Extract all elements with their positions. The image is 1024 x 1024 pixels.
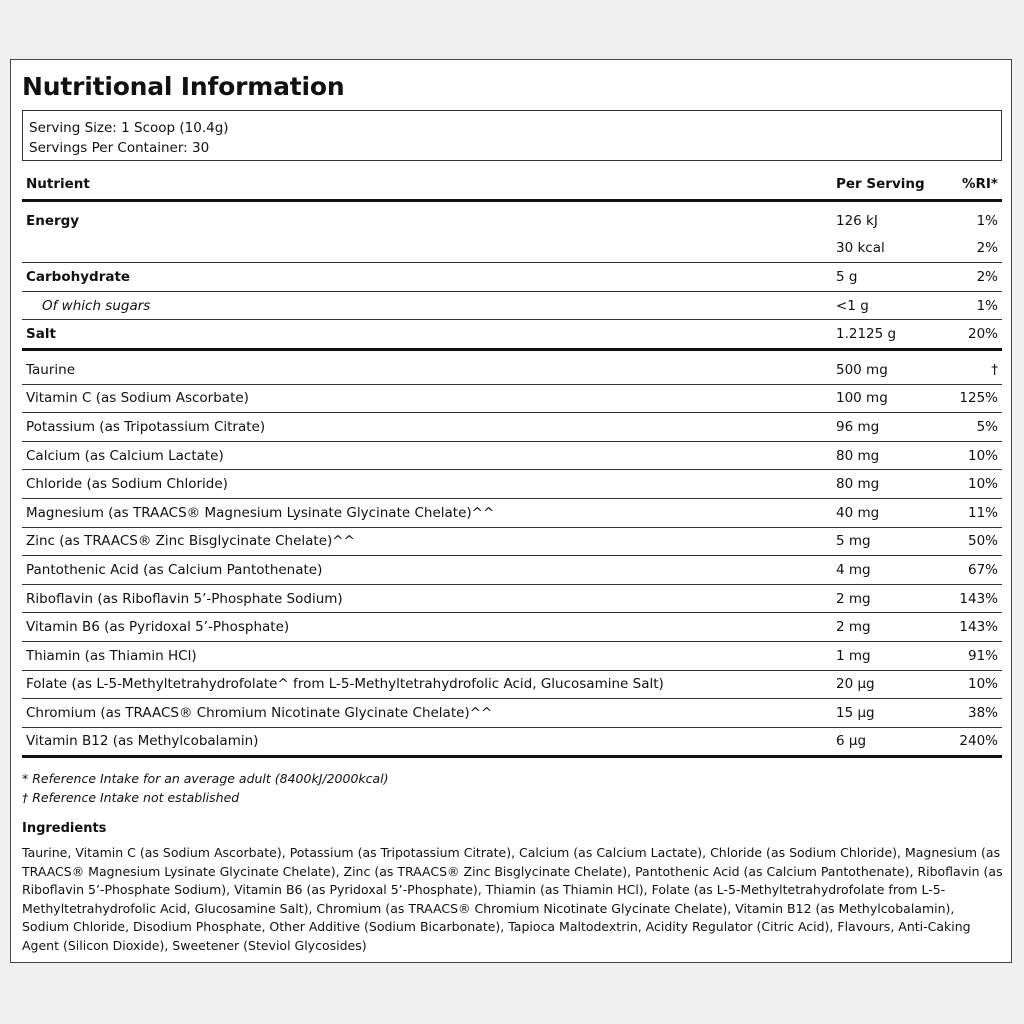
dagger-footnote: † Reference Intake not established [22,790,240,805]
nutrient-value: 1 mg [832,641,932,670]
table-row [22,201,1002,235]
table-row [22,670,1002,699]
table-row [22,699,1002,728]
nutrient-value: 2 mg [832,613,932,642]
nutrition-panel [10,59,1012,963]
table-body [22,201,1002,757]
header-nutrient: Nutrient [22,169,832,201]
nutrient-ri: 91% [932,641,1002,670]
nutrient-name: Riboflavin (as Riboflavin 5’-Phosphate Sodium) [22,584,832,613]
nutrient-name: Folate (as L-5-Methyltetrahydrofolate^ from L-5-Methyltetrahydrofolic Acid, Glucosamine Salt) [22,670,832,699]
table-row [22,349,1002,384]
nutrient-name: Carbohydrate [22,263,832,292]
nutrient-name [22,235,832,263]
nutrient-ri: 143% [932,613,1002,642]
nutrient-ri: 240% [932,727,1002,757]
table-row [22,235,1002,263]
nutrient-name: Vitamin C (as Sodium Ascorbate) [22,384,832,413]
nutrient-ri: 38% [932,699,1002,728]
table-row [22,556,1002,585]
nutrient-value: 2 mg [832,584,932,613]
nutrient-value: 40 mg [832,498,932,527]
nutrient-ri: 20% [932,320,1002,350]
nutrient-value: 80 mg [832,441,932,470]
nutrient-name: Vitamin B12 (as Methylcobalamin) [22,727,832,757]
nutrient-value: 100 mg [832,384,932,413]
nutrient-ri: 11% [932,498,1002,527]
table-row [22,613,1002,642]
nutrient-name: Magnesium (as TRAACS® Magnesium Lysinate Glycinate Chelate)^^ [22,498,832,527]
nutrient-value: 30 kcal [832,235,932,263]
nutrient-value: 500 mg [832,349,932,384]
table-row [22,727,1002,757]
nutrient-ri: 10% [932,470,1002,499]
servings-per-container: Servings Per Container: 30 [29,140,210,156]
footnotes [22,769,389,807]
nutrient-name: Vitamin B6 (as Pyridoxal 5’-Phosphate) [22,613,832,642]
nutrition-table [22,169,1002,758]
nutrient-value: 96 mg [832,413,932,442]
table-row [22,527,1002,556]
table-row [22,498,1002,527]
serving-size: Serving Size: 1 Scoop (10.4g) [29,120,229,136]
nutrient-name: Potassium (as Tripotassium Citrate) [22,413,832,442]
table-row [22,263,1002,292]
nutrient-value: 1.2125 g [832,320,932,350]
table-row [22,470,1002,499]
nutrient-ri: 2% [932,263,1002,292]
nutrient-value: 5 mg [832,527,932,556]
nutrient-ri: † [932,349,1002,384]
nutrient-value: <1 g [832,291,932,320]
header-ri: %RI* [932,169,1002,201]
nutrient-name: Thiamin (as Thiamin HCl) [22,641,832,670]
table-row [22,441,1002,470]
nutrient-name: Taurine [22,349,832,384]
nutrient-ri: 143% [932,584,1002,613]
ingredients-heading: Ingredients [22,821,107,836]
nutrient-name: Calcium (as Calcium Lactate) [22,441,832,470]
nutrient-value: 6 µg [832,727,932,757]
nutrient-name: Pantothenic Acid (as Calcium Pantothenate) [22,556,832,585]
nutrient-name: Energy [26,212,80,229]
nutrient-ri: 10% [932,670,1002,699]
nutrient-value: 20 µg [832,670,932,699]
nutrient-ri: 50% [932,527,1002,556]
nutrient-ri: 1% [932,291,1002,320]
nutrient-name: Chloride (as Sodium Chloride) [22,470,832,499]
nutrient-name: Zinc (as TRAACS® Zinc Bisglycinate Chelate)^^ [22,527,832,556]
table-row [22,320,1002,350]
table-row [22,413,1002,442]
nutrient-value: 80 mg [832,470,932,499]
nutrient-ri: 10% [932,441,1002,470]
serving-info-box [22,110,1002,161]
nutrient-ri: 125% [932,384,1002,413]
table-row [22,584,1002,613]
table-row [22,641,1002,670]
nutrient-name: Salt [22,320,832,350]
nutrient-value: 5 g [832,263,932,292]
header-per-serving: Per Serving [832,169,932,201]
table-row [22,384,1002,413]
nutrient-ri: 1% [976,212,998,229]
ri-footnote: * Reference Intake for an average adult (8400kJ/2000kcal) [22,771,389,786]
nutrient-ri: 2% [932,235,1002,263]
nutrient-value: 126 kJ [836,212,878,229]
nutrient-ri: 5% [932,413,1002,442]
nutrient-name: Chromium (as TRAACS® Chromium Nicotinate Glycinate Chelate)^^ [22,699,832,728]
nutrient-ri: 67% [932,556,1002,585]
table-row [22,291,1002,320]
page-title: Nutritional Information [22,72,345,101]
nutrient-value: 4 mg [832,556,932,585]
table-header-row [22,169,1002,201]
nutrient-value: 15 µg [832,699,932,728]
nutrient-name: Of which sugars [22,291,832,320]
ingredients-text: Taurine, Vitamin C (as Sodium Ascorbate), Potassium (as Tripotassium Citrate), Calcium (as Calcium Lactate), Chloride (as Sodium Chloride), Magnesium (as TRAACS® Magnesium Lysinate Glycinate Chelate), Zinc (as TRAACS® Zinc Bisglycinate Chelate), Pantothenic Acid (as Calcium Pantothenate), Riboflavin (as Riboflavin 5’-Phosphate Sodium), Vitamin B6 (as Pyridoxal 5’-Phosphate), Thiamin (as Thiamin HCl), Folate (as L-5-Methyltetrahydrofolate from L-5-Methyltetrahydrofolic Acid, Glucosamine Salt), Chromium (as TRAACS® Chromium Nicotinate Glycinate Chelate), Vitamin B12 (as Methylcobalamin), Sodium Chloride, Disodium Phosphate, Other Additive (Sodium Bicarbonate), Tapioca Maltodextrin, Acidity Regulator (Citric Acid), Flavours, Anti-Caking Agent (Silicon Dioxide), Sweetener (Steviol Glycosides) [22,845,1003,953]
